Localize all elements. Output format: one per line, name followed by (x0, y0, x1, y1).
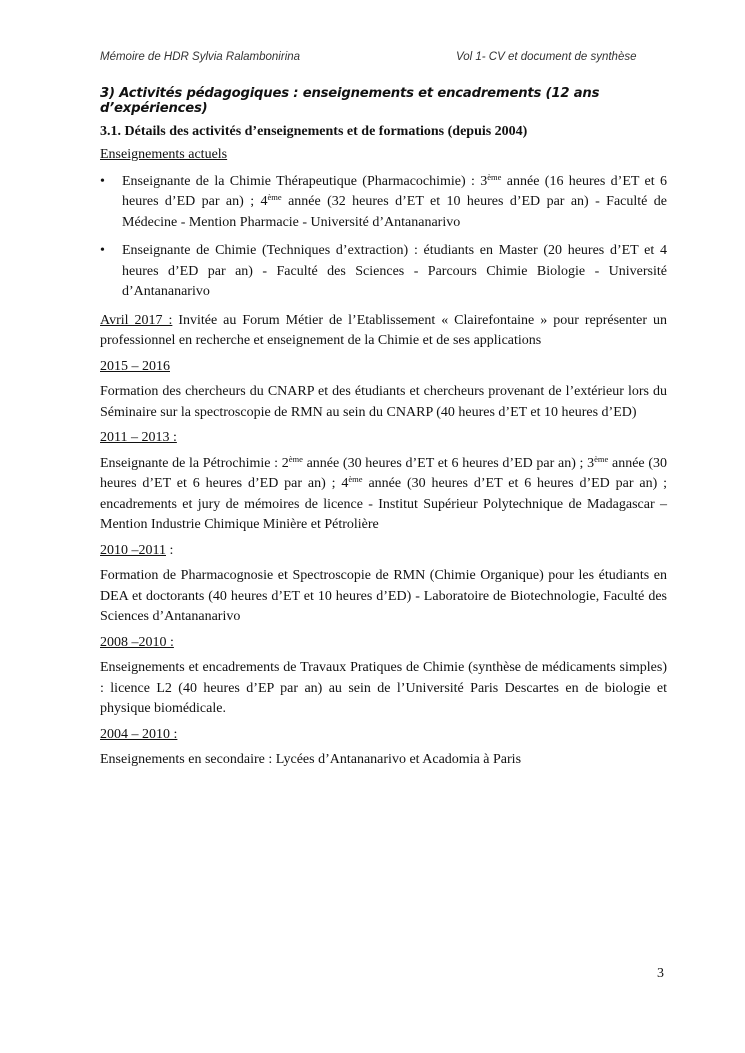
entry-avril-2017: Avril 2017 : Invitée au Forum Métier de l’Etablissement « Clairefontaine » pour représenter un professionnel en recherche et enseignement de la Chimie et de ses applications (100, 312, 667, 348)
subsection-title: 3.1. Détails des activités d’enseignements et de formations (depuis 2004) (100, 124, 528, 139)
entry-text: Enseignements et encadrements de Travaux Pratiques de Chimie (synthèse de médicaments simples) : licence L2 (40 heures d’EP par an) au sein de l’Université Paris Descartes en de biologie et physique biomédicale. (100, 660, 667, 716)
list-item: • Enseignante de Chimie (Techniques d’extraction) : étudiants en Master (20 heures d’ET et 4 heures d’ED par an) - Faculté des Sciences - Parcours Chimie Biologie - Université d’Antananarivo (100, 243, 667, 299)
document-body (100, 86, 667, 776)
entry-date: 2011 – 2013 : (100, 430, 177, 445)
bullet-icon: • (100, 243, 105, 258)
entry-date: 2004 – 2010 : (100, 726, 178, 742)
entry-text: Formation de Pharmacognosie et Spectroscopie de RMN (Chimie Organique) pour les étudiants en DEA et doctorants (40 heures d’ET et 10 heures d’ED) - Laboratoire de Biotechnologie, Faculté des Sciences d’Antananarivo (100, 568, 667, 624)
header-left: Mémoire de HDR Sylvia Ralambonirina (100, 51, 301, 63)
current-teaching-heading: Enseignements actuels (100, 147, 228, 162)
entry-date: 2015 – 2016 (100, 358, 170, 374)
entry-date: 2008 –2010 : (100, 634, 174, 650)
entry-text: Enseignements en secondaire : Lycées d’Antananarivo et Acadomia à Paris (100, 752, 522, 767)
entry-date: 2010 –2011 (100, 542, 166, 558)
page-number: 3 (657, 966, 664, 981)
entry-text: Formation des chercheurs du CNARP et des étudiants et chercheurs provenant de l’extérieur lors du Séminaire sur la spectroscopie de RMN au sein du CNARP (40 heures d’ET et 10 heures d’ED) (100, 384, 667, 420)
header-right: Vol 1- CV et document de synthèse (456, 51, 637, 63)
bullet-icon: • (100, 173, 105, 189)
entry-text: Enseignante de la Pétrochimie : 2ème année (30 heures d’ET et 6 heures d’ED par an) ; 3ème année (30 heures d’ET et 6 heures d’ED par an) ; 4ème année (30 heures d’ET et 6 heures d’ED par an) ; encadrements et jury de mémoires de licence - Institut Supérieur Polytechnique de Madagascar – Mention Industrie Chimique Minière et Pétrolière (100, 453, 667, 532)
list-item: • Enseignante de la Chimie Thérapeutique (Pharmacochimie) : 3ème année (16 heures d’ET et 6 heures d’ED par an) ; 4ème année (32 heures d’ET et 10 heures d’ED par an) - Faculté de Médecine - Mention Pharmacie - Université d’Antananarivo (100, 171, 667, 230)
current-teaching-list (100, 172, 667, 303)
entry-date: Avril 2017 : (100, 312, 173, 328)
section-title: 3) Activités pédagogiques : enseignements et encadrements (12 ans d’expériences) (100, 86, 600, 116)
entry-date-line: 2010 –2011 : (100, 542, 174, 558)
